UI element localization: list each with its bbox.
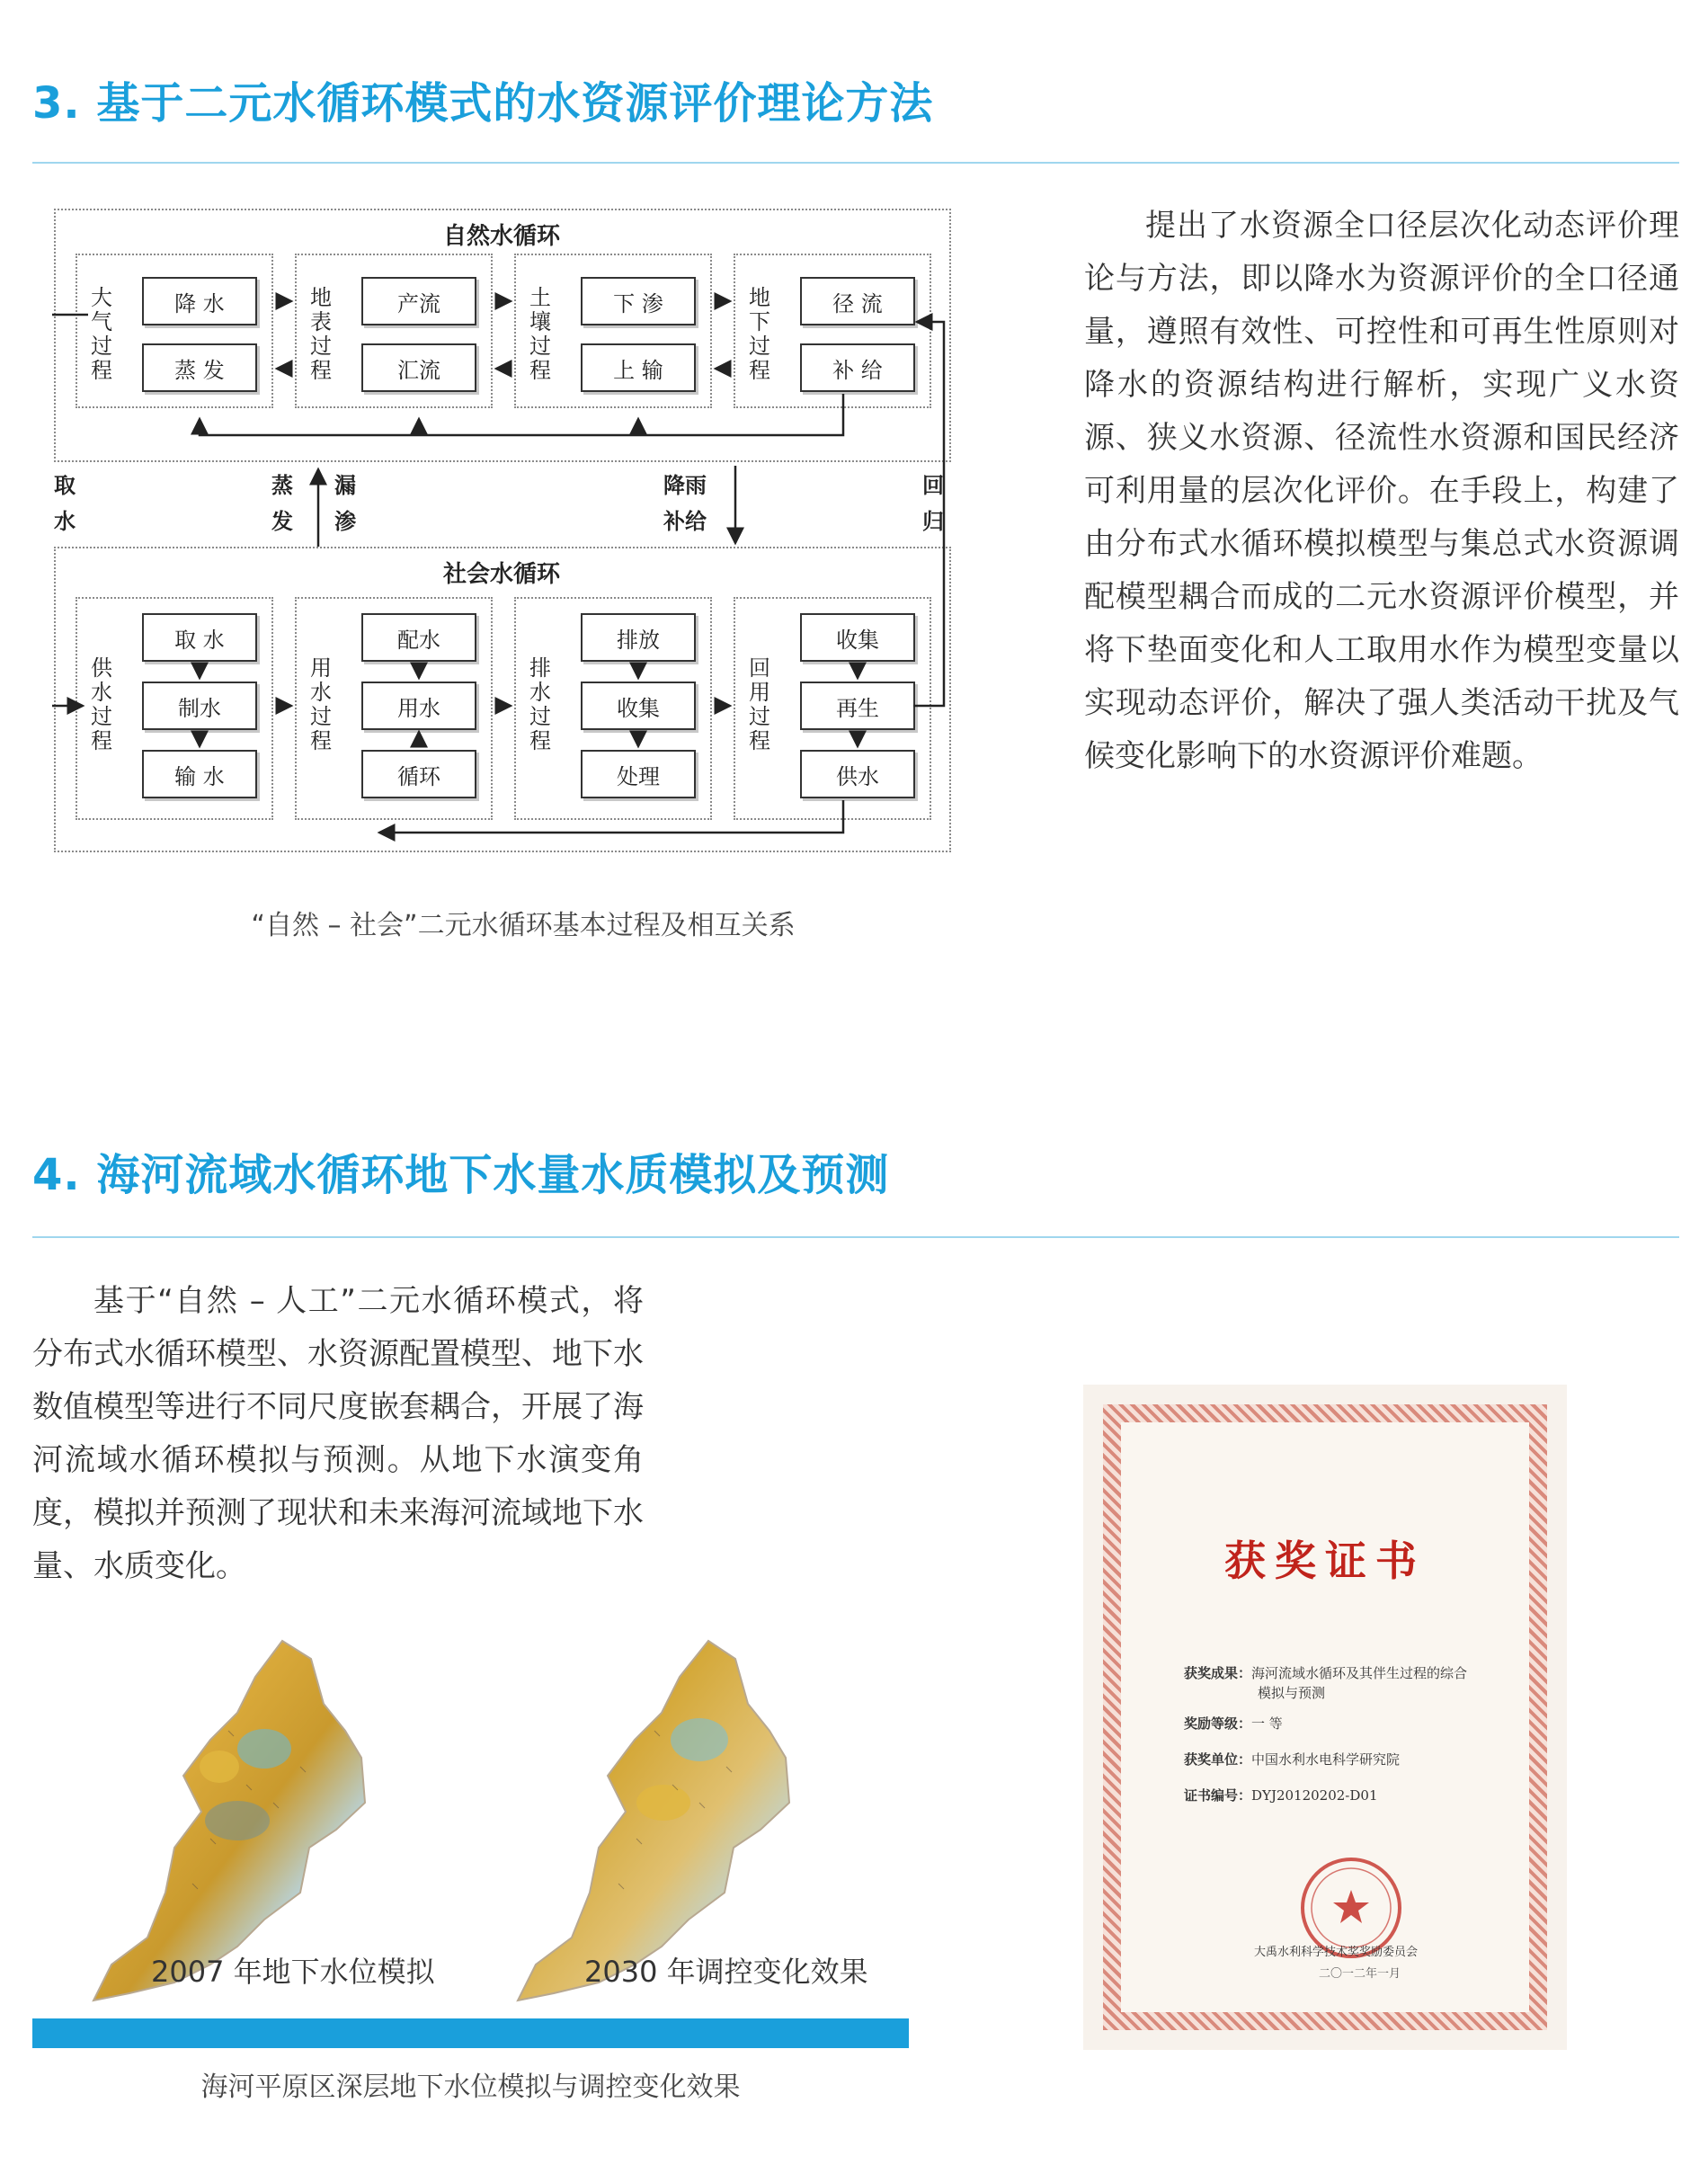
social-group-label: 排水过程 xyxy=(529,655,551,753)
certificate-date: 二〇一二年一月 xyxy=(1319,1967,1401,1981)
map-2007-caption: 2007 年地下水位模拟 xyxy=(151,1955,435,1989)
row-label: 奖励等级： xyxy=(1184,1715,1252,1732)
link-return-2: 归 xyxy=(922,509,944,534)
natural-group-label: 土壤过程 xyxy=(529,285,551,383)
map-2030-caption: 2030 年调控变化效果 xyxy=(584,1955,868,1989)
certificate-row xyxy=(1258,1683,1325,1702)
social-group-label: 供水过程 xyxy=(91,655,112,753)
certificate-committee: 大禹水利科学技术奖奖励委员会 xyxy=(1254,1946,1419,1959)
link-evaporate-1: 蒸 xyxy=(271,473,293,498)
process-box: 取 水 xyxy=(142,613,257,662)
section-4-title: 4. 海河流域水循环地下水量水质模拟及预测 xyxy=(32,1150,890,1200)
process-box: 再生 xyxy=(800,682,915,730)
diagram-arrows xyxy=(52,207,953,856)
row-label: 获奖单位： xyxy=(1184,1751,1252,1768)
link-withdraw-1: 取 xyxy=(54,473,76,498)
social-group-label: 回用过程 xyxy=(749,655,770,753)
certificate-row xyxy=(1184,1786,1378,1804)
water-cycle-diagram xyxy=(52,207,953,856)
process-box: 上 输 xyxy=(581,343,696,392)
process-box: 收集 xyxy=(800,613,915,662)
process-box: 供水 xyxy=(800,750,915,798)
row-value: DYJ20120202-D01 xyxy=(1251,1787,1378,1804)
process-box: 输 水 xyxy=(142,750,257,798)
natural-group-label: 大气过程 xyxy=(91,285,112,383)
row-value: 模拟与预测 xyxy=(1258,1685,1326,1701)
section-4-paragraph: 基于“自然 – 人工”二元水循环模式，将分布式水循环模型、水资源配置模型、地下水数值模型等进行不同尺度嵌套耦合，开展了海河流域水循环模拟与预测。从地下水演变角度，模拟并预测了现状和未来海河流域地下水量、水质变化。 xyxy=(32,1283,644,1584)
process-box: 用水 xyxy=(361,682,476,730)
certificate-row xyxy=(1184,1714,1283,1733)
link-return-1: 回 xyxy=(922,473,944,498)
natural-group-label: 地下过程 xyxy=(749,285,770,383)
link-recharge: 补给 xyxy=(663,509,707,534)
certificate-body xyxy=(1121,1422,1529,2012)
process-box: 处理 xyxy=(581,750,696,798)
process-box: 排放 xyxy=(581,613,696,662)
link-evaporate-2: 发 xyxy=(271,509,293,534)
section-3-divider xyxy=(32,162,1679,164)
row-label: 证书编号： xyxy=(1184,1787,1252,1804)
process-box: 制水 xyxy=(142,682,257,730)
process-box: 配水 xyxy=(361,613,476,662)
diagram-caption: “自然 – 社会”二元水循环基本过程及相互关系 xyxy=(251,910,796,941)
section-3-title: 3. 基于二元水循环模式的水资源评价理论方法 xyxy=(32,78,934,129)
caption-bar xyxy=(32,2018,909,2048)
natural-cycle-title: 自然水循环 xyxy=(442,223,560,250)
process-box: 降 水 xyxy=(142,277,257,325)
process-box: 补 给 xyxy=(800,343,915,392)
row-value: 一 等 xyxy=(1251,1715,1283,1732)
row-label: 获奖成果： xyxy=(1184,1665,1252,1681)
maps-caption: 海河平原区深层地下水位模拟与调控变化效果 xyxy=(200,2072,741,2103)
process-box: 蒸 发 xyxy=(142,343,257,392)
process-box: 产流 xyxy=(361,277,476,325)
process-box: 循环 xyxy=(361,750,476,798)
certificate-row xyxy=(1184,1663,1467,1682)
process-box: 下 渗 xyxy=(581,277,696,325)
certificate-title: 获奖证书 xyxy=(1224,1537,1426,1585)
section-4-divider xyxy=(32,1236,1679,1238)
link-withdraw-2: 水 xyxy=(54,509,76,534)
section-3-paragraph: 提出了水资源全口径层次化动态评价理论与方法，即以降水为资源评价的全口径通量，遵照有效性、可控性和可再生性原则对降水的资源结构进行解析，实现广义水资源、狭义水资源、径流性水资源和国民经济可利用量的层次化评价。在手段上，构建了由分布式水循环模拟模型与集总式水资源调配模型耦合而成的二元水资源评价模型，并将下垫面变化和人工取用水作为模型变量以实现动态评价，解决了强人类活动干扰及气候变化影响下的水资源评价难题。 xyxy=(1084,208,1679,774)
row-value: 海河流域水循环及其伴生过程的综合 xyxy=(1251,1665,1468,1681)
link-leak-1: 漏 xyxy=(334,473,356,498)
link-rain: 降雨 xyxy=(663,473,707,498)
row-value: 中国水利水电科学研究院 xyxy=(1251,1751,1401,1768)
award-certificate xyxy=(1083,1385,1567,2050)
social-cycle-title: 社会水循环 xyxy=(442,561,560,588)
process-box: 径 流 xyxy=(800,277,915,325)
process-box: 收集 xyxy=(581,682,696,730)
natural-group-label: 地表过程 xyxy=(310,285,332,383)
social-group-label: 用水过程 xyxy=(310,655,332,753)
certificate-row xyxy=(1184,1750,1400,1769)
process-box: 汇流 xyxy=(361,343,476,392)
link-leak-2: 渗 xyxy=(334,509,356,534)
